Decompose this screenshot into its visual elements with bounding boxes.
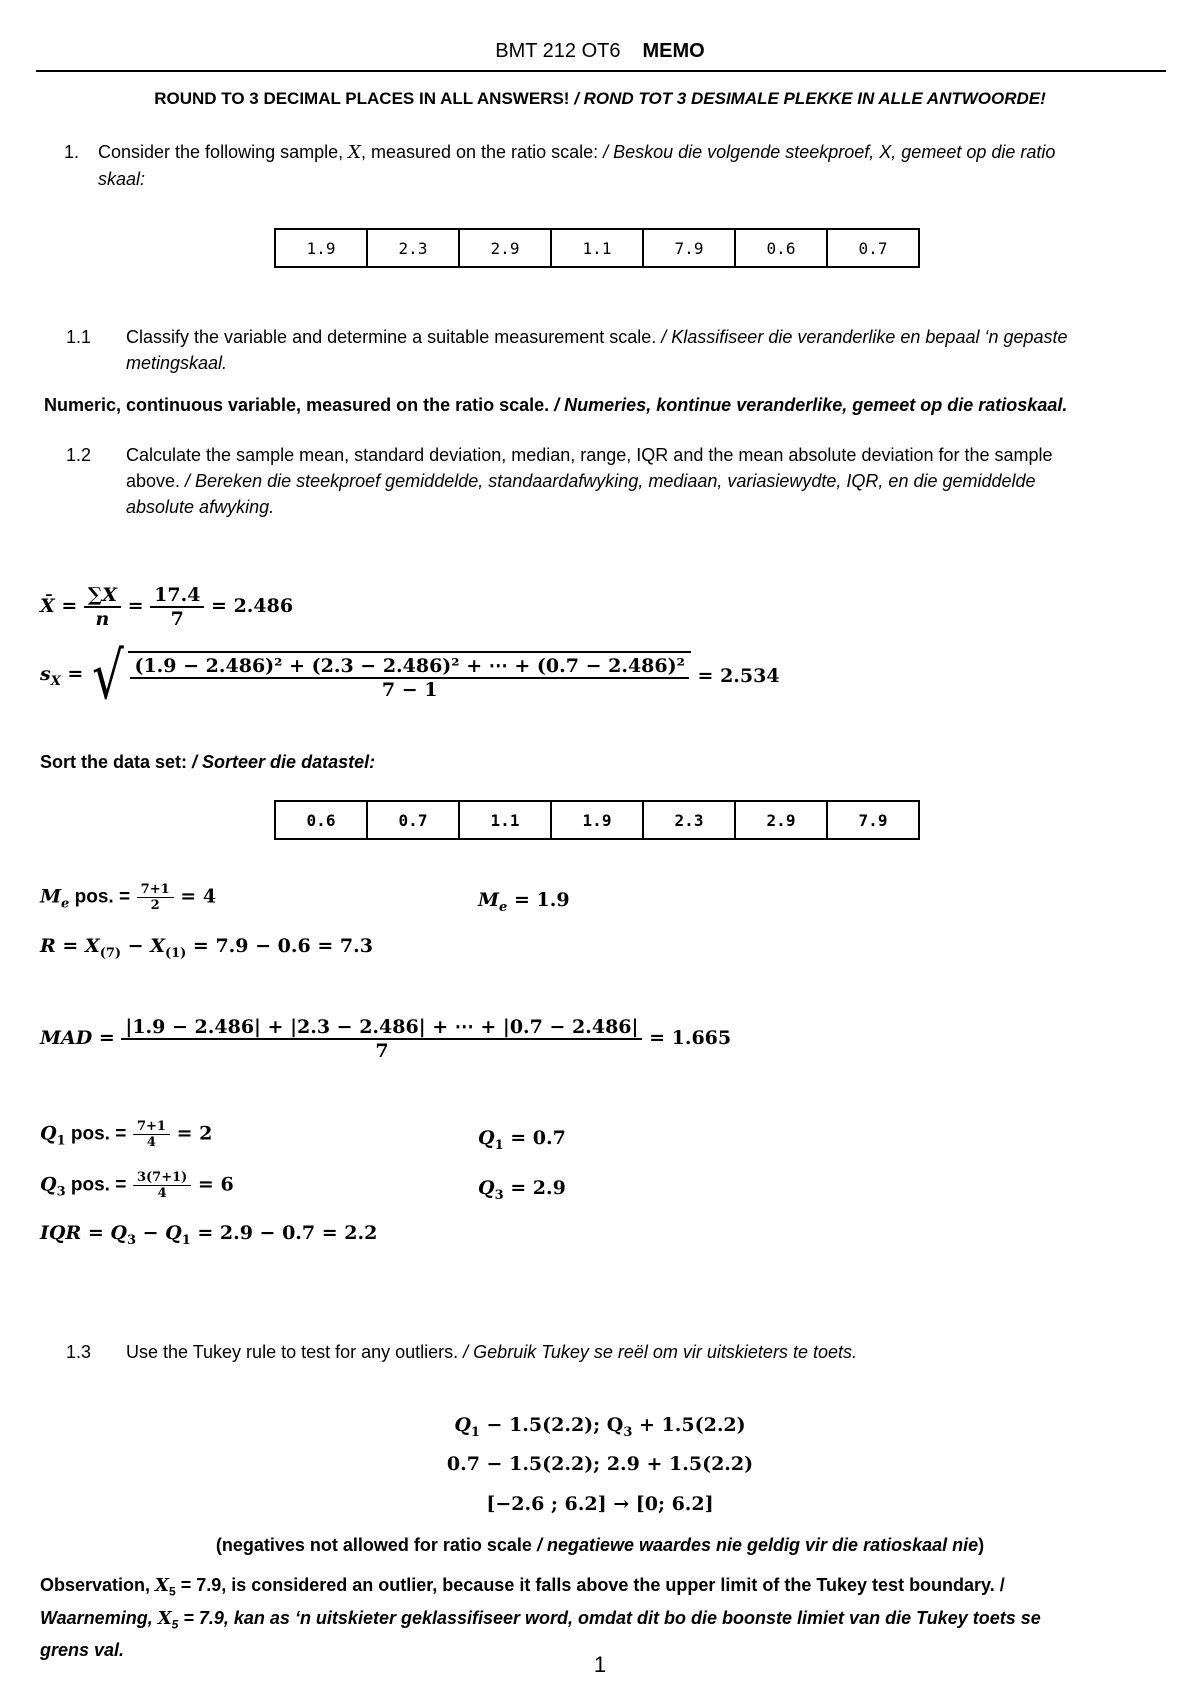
memo-label: MEMO	[642, 40, 705, 62]
median-value: $M_e = 1.9$	[478, 889, 570, 915]
q1-position: $Q_1$ pos. = $\frac{7+1}{4}$ = 2	[40, 1119, 213, 1150]
q3-value: $Q_3 = 2.9$	[478, 1177, 566, 1203]
rounding-instruction: ROUND TO 3 DECIMAL PLACES IN ALL ANSWERS! / ROND TOT 3 DESIMALE PLEKKE IN ALLE ANTWOORDE!	[154, 89, 1046, 108]
header-rule	[36, 70, 1166, 72]
tukey-interval: [−2.6 ; 6.2] → [0; 6.2]	[486, 1493, 714, 1515]
page-header	[0, 40, 1200, 63]
mad-formula: MAD = $\frac{|1.9 - 2.486| + |2.3 - 2.486| + \cdots + |0.7 - 2.486|}{7}$ = 1.665	[40, 1016, 732, 1062]
sample-table	[274, 228, 920, 268]
sorted-cell: 1.1	[459, 801, 551, 839]
q1-text: Consider the following sample, X, measured on the ratio scale: / Beskou die volgende steekproef, X, gemeet op die ratio skaal:	[98, 142, 1056, 189]
q12-text: Calculate the sample mean, standard deviation, median, range, IQR and the mean absolute deviation for the sample above. / Bereken die steekproef gemiddelde, standaardafwyking, mediaan, variasiewydte, IQR, en die gemiddelde absolute afwyking.	[126, 445, 1053, 517]
sort-label: Sort the data set: / Sorteer die datastel:	[40, 752, 376, 772]
sample-cell: 0.6	[735, 229, 827, 267]
sample-cell: 0.7	[827, 229, 919, 267]
q1-value: $Q_1 = 0.7$	[478, 1127, 566, 1153]
sorted-cell: 2.9	[735, 801, 827, 839]
sample-cell: 7.9	[643, 229, 735, 267]
q11-number: 1.1	[66, 327, 92, 347]
tukey-bounds-formula: $Q_1 - 1.5(2.2)$; $Q_3 + 1.5(2.2)$	[454, 1414, 746, 1440]
sorted-cell: 0.7	[367, 801, 459, 839]
outlier-conclusion: Observation, $X_5 = 7.9$, is considered an outlier, because it falls above the upper limit of the Tukey test boundary. / Waarneming, $X_5 = 7.9$, kan as ‘n uitskieter geklassifiseer word, omdat dit bo die boonste limiet van die Tukey toets se grens val.	[40, 1575, 1041, 1661]
sample-cell: 1.9	[275, 229, 367, 267]
q11-text: Classify the variable and determine a suitable measurement scale. / Klassifiseer die veranderlike en bepaal ‘n gepaste metingskaal.	[126, 327, 1068, 373]
q3-position: $Q_3$ pos. = $\frac{3(7+1)}{4}$ = 6	[40, 1170, 234, 1201]
sorted-cell: 7.9	[827, 801, 919, 839]
table-row	[275, 229, 919, 267]
q12-number: 1.2	[66, 445, 92, 465]
tukey-note: (negatives not allowed for ratio scale / negatiewe waardes nie geldig vir die ratioskaal nie)	[215, 1535, 985, 1555]
course-title: BMT 212 OT6	[495, 40, 621, 62]
tukey-bounds-substituted: 0.7 − 1.5(2.2); 2.9 + 1.5(2.2)	[446, 1453, 754, 1475]
sorted-cell: 0.6	[275, 801, 367, 839]
sorted-table	[274, 800, 920, 840]
q11-answer: Numeric, continuous variable, measured on the ratio scale. / Numeries, kontinue veranderlike, gemeet op die ratioskaal.	[44, 395, 1068, 415]
q1-number: 1.	[64, 142, 80, 162]
median-position: $M_e$ pos. = $\frac{7+1}{2}$ = 4	[40, 882, 217, 913]
sample-cell: 2.9	[459, 229, 551, 267]
sample-cell: 1.1	[551, 229, 643, 267]
q13-text: Use the Tukey rule to test for any outliers. / Gebruik Tukey se reël om vir uitskieters te toets.	[126, 1342, 857, 1362]
sorted-cell: 1.9	[551, 801, 643, 839]
mean-formula: X̄ = $\frac{\sum X}{n}$ = $\frac{17.4}{7}$ = 2.486	[40, 584, 294, 630]
range-formula: $R = X_{(7)} - X_{(1)} = 7.9 - 0.6 = 7.3$	[40, 935, 373, 961]
table-row	[275, 801, 919, 839]
sample-cell: 2.3	[367, 229, 459, 267]
sqrt-icon: √	[91, 638, 124, 714]
iqr-formula: IQR = $Q_3 - Q_1 = 2.9 - 0.7 = 2.2$	[40, 1222, 378, 1248]
sorted-cell: 2.3	[643, 801, 735, 839]
q13-number: 1.3	[66, 1342, 92, 1362]
page-number: 1	[593, 1652, 607, 1677]
sd-formula: $s_X$ = √ $\frac{\text{(1.9 − 2.486)² + (2.3 − 2.486)² + ⋯ + (0.7 − 2.486)²}}{7 - 1}$ = 2.534	[40, 638, 780, 714]
